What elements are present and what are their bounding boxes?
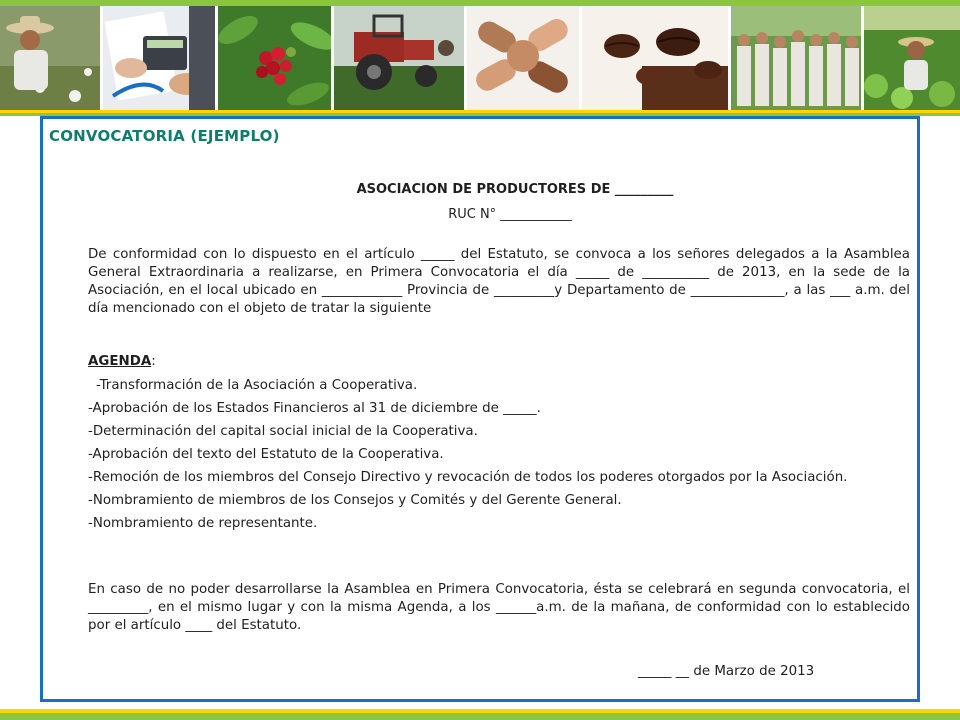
photo-coffee-cherries (218, 6, 331, 110)
document-title: CONVOCATORIA (EJEMPLO) (49, 127, 280, 145)
agenda-item: -Nombramiento de representante. (88, 516, 318, 531)
photo-farmers-group (731, 6, 861, 110)
association-name-line: ASOCIACION DE PRODUCTORES DE _________ (356, 182, 674, 197)
agenda-item: -Remoción de los miembros del Consejo Directivo y revocación de todos los poderes otorgados por la Asociación. (88, 470, 848, 485)
agenda-label: AGENDA (88, 354, 152, 369)
photo-coffee-beans (582, 6, 728, 110)
agenda-colon: : (151, 354, 156, 369)
convocation-paragraph: De conformidad con lo dispuesto en el artículo _____ del Estatuto, se convoca a los señores delegados a la Asamblea General Extraordinaria a realizarse, en Primera Convocatoria el día _____ de __________ de 2013, en la sede de la Asociación, en el local ubicado en ____________ Provincia de _________y Departamento de ______________, a las ___ a.m. del día mencionado con el objeto de tratar la siguiente (88, 247, 910, 316)
photo-interlocked-hands (467, 6, 579, 110)
date-line: _____ __ de Marzo de 2013 (638, 664, 815, 679)
agenda-item: -Nombramiento de miembros de los Consejos y Comités y del Gerente General. (88, 493, 622, 508)
photo-banner (0, 6, 960, 110)
ruc-line: RUC N° ___________ (448, 207, 572, 222)
agenda-item: -Transformación de la Asociación a Cooperativa. (96, 378, 418, 393)
second-convocation-paragraph: En caso de no poder desarrollarse la Asamblea en Primera Convocatoria, ésta se celebrará en segunda convocatoria, el _________, en el mismo lugar y con la misma Agenda, a los ______a.m. de la mañana, de conformidad con lo establecido por el artículo ____ del Estatuto. (88, 582, 910, 633)
agenda-item: -Aprobación del texto del Estatuto de la Cooperativa. (88, 447, 444, 462)
photo-tractor (334, 6, 464, 110)
agenda-list (88, 377, 910, 538)
photo-lettuce-farmer (864, 6, 960, 110)
agenda-item: -Aprobación de los Estados Financieros al 31 de diciembre de _____. (88, 401, 541, 416)
agenda-heading (88, 354, 156, 369)
photo-farmer-cotton (0, 6, 100, 110)
footer-green-stripe (0, 713, 960, 720)
footer-white-band (0, 702, 960, 709)
agenda-item: -Determinación del capital social inicial de la Cooperativa. (88, 424, 478, 439)
photo-business-calculator (103, 6, 215, 110)
